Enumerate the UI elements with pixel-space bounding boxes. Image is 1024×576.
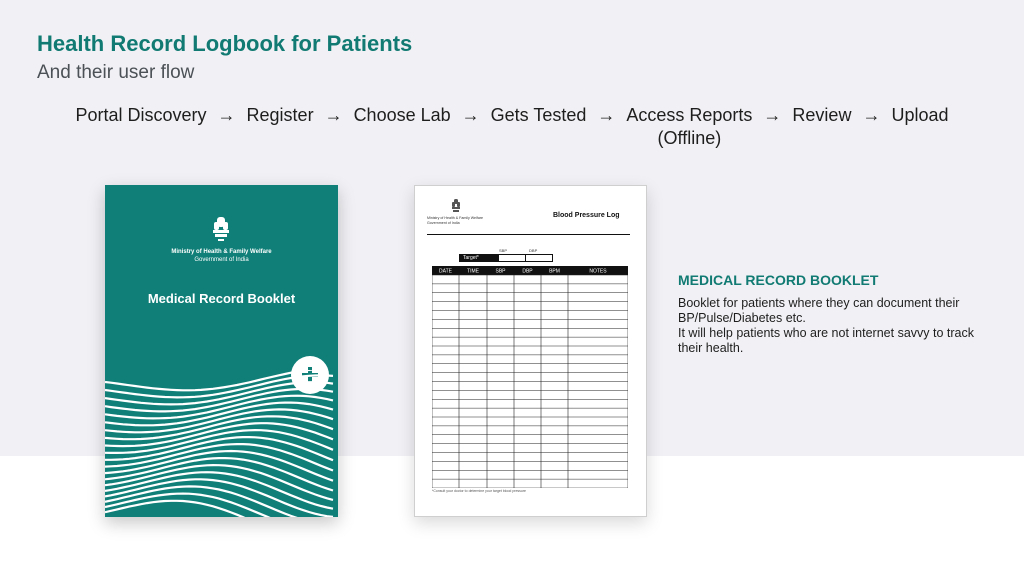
booklet-cover	[105, 185, 338, 517]
sheet-ministry	[427, 216, 487, 225]
cover-ministry-line2: Government of India	[194, 257, 249, 263]
wave-line	[105, 430, 333, 453]
target-sbp-field	[498, 254, 526, 262]
log-column-header: NOTES	[589, 268, 607, 275]
description-line2: It will help patients who are not internet savvy to track their health.	[678, 326, 974, 355]
sheet-title: Blood Pressure Log	[553, 212, 620, 219]
flow-step-label: Upload	[891, 105, 949, 125]
sheet-footnote: *Consult your doctor to determine your target blood pressure	[432, 489, 526, 493]
flow-step-sublabel: (Offline)	[657, 128, 722, 148]
sheet-divider	[427, 234, 630, 235]
flow-arrow-icon: →	[324, 105, 343, 125]
user-flow	[0, 104, 1024, 150]
wave-line	[105, 403, 333, 426]
flow-arrow-icon: →	[862, 105, 881, 125]
log-table	[432, 266, 628, 488]
flow-step	[626, 104, 752, 150]
log-column-header: BPM	[549, 268, 560, 275]
log-column-header: DATE	[439, 268, 452, 275]
target-label: Target*	[459, 254, 499, 262]
flow-step-label: Register	[246, 105, 314, 125]
wave-pattern	[105, 370, 338, 517]
log-column-header: TIME	[467, 268, 479, 275]
wave-line	[105, 370, 333, 390]
flow-step	[354, 104, 451, 127]
flow-arrow-icon: →	[597, 105, 616, 125]
flow-step	[247, 104, 314, 127]
description-line1: Booklet for patients where they can document their BP/Pulse/Diabetes etc.	[678, 296, 960, 325]
flow-arrow-icon: →	[217, 105, 236, 125]
page-title: Health Record Logbook for Patients	[37, 31, 413, 56]
log-column-header: DBP	[522, 268, 533, 275]
log-sheet	[414, 185, 647, 517]
sheet-ministry-line2: Government of India	[427, 220, 460, 225]
flow-step	[792, 104, 851, 127]
flow-arrow-icon: →	[763, 105, 782, 125]
cover-ministry-line1: Ministry of Health & Family Welfare	[171, 249, 272, 255]
flow-step-label: Review	[792, 105, 852, 125]
flow-arrow-icon: →	[461, 105, 480, 125]
target-box	[459, 248, 553, 262]
flow-step	[491, 104, 587, 127]
cover-ministry	[105, 248, 338, 264]
flow-step	[891, 104, 948, 127]
wave-line	[105, 486, 333, 517]
sheet-ministry-line1: Ministry of Health & Family Welfare	[427, 216, 484, 220]
flow-step-label: Portal Discovery	[75, 105, 207, 125]
page-subtitle: And their user flow	[37, 62, 195, 83]
sheet-emblem-icon	[451, 198, 461, 214]
target-sbp-label: SBP	[499, 248, 508, 253]
description-body	[678, 296, 978, 356]
target-dbp-field	[525, 254, 553, 262]
flow-step	[75, 104, 206, 127]
target-dbp-label: DBP	[529, 248, 538, 253]
flow-step-label: Choose Lab	[353, 105, 451, 125]
log-column-header: SBP	[495, 268, 506, 275]
flow-step-label: Access Reports	[626, 105, 753, 125]
description-heading: MEDICAL RECORD BOOKLET	[678, 272, 879, 288]
flow-step-label: Gets Tested	[490, 105, 587, 125]
emblem-icon	[209, 213, 233, 245]
cover-title: Medical Record Booklet	[147, 291, 296, 306]
